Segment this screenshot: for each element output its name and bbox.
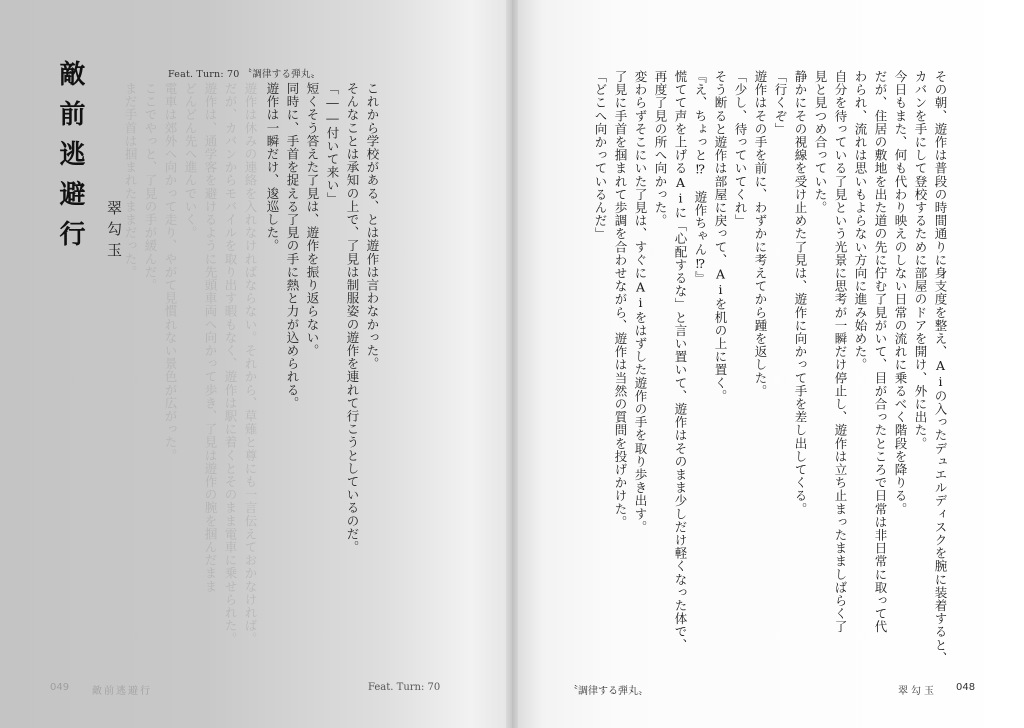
body-line: 静かにその視線を受け止めた了見は、遊作に向かって手を差し出してくる。 xyxy=(793,70,808,516)
story-title: 敵前逃避行 xyxy=(55,60,85,260)
body-line: 今日もまた、何も代わり映えのしない日常の流れに乗るべく階段を降りる。 xyxy=(893,70,908,516)
body-line: 『え、ちょっと⁉ 遊作ちゃん⁉』 xyxy=(693,70,708,285)
body-line: 「どこへ向かっているんだ」 xyxy=(593,70,608,241)
body-line: 「行くぞ」 xyxy=(773,70,788,136)
body-line: 慌てて声を上げるAiに「心配するな」と言い置いて、遊作はそのまま少しだけ軽くなった体で、 xyxy=(673,70,688,652)
body-line: 自分を待っている了見という光景に思考が一瞬だけ停止し、遊作は立ち止まったまましばらく了 xyxy=(833,70,848,634)
running-series-right: 〝調律する弾丸〟 xyxy=(568,686,648,697)
body-line: だが、住居の敷地を出た道の先に佇む了見がいて、目が合ったところで日常は非日常に取って代 xyxy=(873,70,888,634)
right-body-text xyxy=(590,70,950,665)
body-line: 了見に手首を掴まれて歩調を合わせながら、遊作は当然の質問を投げかけた。 xyxy=(613,70,628,529)
body-line: カバンを手にして登校するために部屋のドアを開け、外に出た。 xyxy=(913,70,928,450)
faded-line: どんどん先へ進んでいく。 xyxy=(183,82,198,240)
story-author: 翠勾玉 xyxy=(105,200,123,263)
book-gutter xyxy=(506,0,518,728)
faded-line: 遊作は、通学客を避けるように先頭車両へ向かって歩き、了見は遊作の腕を掴んだまま xyxy=(203,82,218,593)
body-line: 遊作は一瞬だけ、逡巡した。 xyxy=(265,82,280,253)
page-number-right: 048 xyxy=(956,682,976,693)
body-line: その朝、遊作は普段の時間通りに身支度を整え、Aiの入ったデュエルディスクを腕に装着すると、 xyxy=(933,70,948,665)
series-header: Feat. Turn: 70 〝調律する弾丸〟 xyxy=(168,69,321,80)
running-title-left: 敵前逃避行 xyxy=(92,686,152,697)
body-line: 「――付いて来い」 xyxy=(325,82,340,205)
faded-line: まだ手首は掴まれたままだった。 xyxy=(123,82,138,279)
page-number-left: 049 xyxy=(50,682,70,693)
body-line: 短くそう答えた了見は、遊作を振り返らない。 xyxy=(305,82,320,358)
faded-line: 電車は郊外へ向かって走り、やがて見慣れない景色が広がった。 xyxy=(163,82,178,462)
body-line: 「少し、待っていてくれ」 xyxy=(733,70,748,228)
faded-line: だが、カバンからモバイルを取り出す暇もなく、遊作は駅に着くとそのまま電車に乗せられた。 xyxy=(223,82,238,646)
body-line: 見と見つめ合っていた。 xyxy=(813,70,828,215)
body-line: 遊作はその手を前に、わずかに考えてから踵を返した。 xyxy=(753,70,768,398)
faded-line: ここでやっと、了見の手が緩んだ。 xyxy=(143,82,158,292)
running-author-right: 翠勾玉 xyxy=(898,686,937,697)
body-line: そう断ると遊作は部屋に戻って、Aiを机の上に置く。 xyxy=(713,70,728,403)
body-line: 変わらずそこにいた了見は、すぐにAiをはずした遊作の手を取り歩き出す。 xyxy=(633,70,648,534)
faded-line: 遊作は休みの連絡を入れなければならない。それから、草薙と尊にも一言伝えておかなければ。 xyxy=(243,82,258,646)
right-page xyxy=(512,0,1024,728)
body-line: これから学校がある、とは遊作は言わなかった。 xyxy=(365,82,380,371)
running-series-left: Feat. Turn: 70 xyxy=(368,682,441,693)
body-line: 再度了見の所へ向かった。 xyxy=(653,70,668,228)
left-body-text xyxy=(262,82,382,642)
body-line: そんなことは承知の上で、了見は制服姿の遊作を連れて行こうとしているのだ。 xyxy=(345,82,360,554)
body-line: 同時に、手首を捉える了見の手に熱と力が込められる。 xyxy=(285,82,300,410)
faded-text-block xyxy=(120,82,260,645)
body-line: わられ、流れは思いもよらない方向に進み始めた。 xyxy=(853,70,868,372)
